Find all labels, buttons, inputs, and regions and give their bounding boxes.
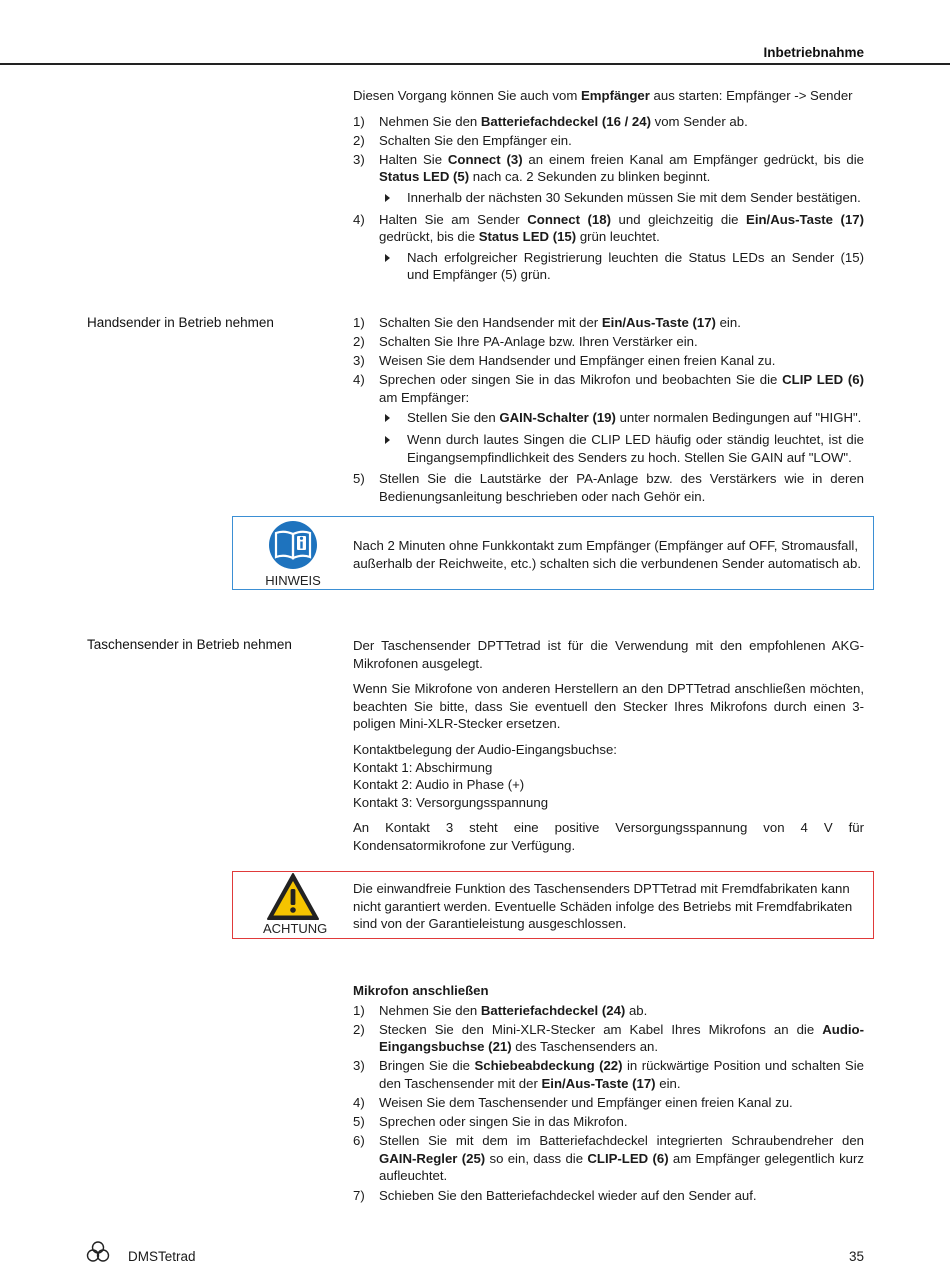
taschensender-section bbox=[353, 637, 864, 855]
list-item bbox=[353, 1021, 864, 1056]
contacts-title: Kontaktbelegung der Audio-Eingangsbuchse: bbox=[353, 741, 617, 757]
intro-section bbox=[353, 87, 864, 288]
step-number: 3) bbox=[353, 151, 365, 167]
contact-item: Kontakt 1: Abschirmung bbox=[353, 759, 493, 775]
sub-item bbox=[379, 409, 864, 427]
step-number: 1) bbox=[353, 113, 365, 129]
sub-item bbox=[379, 189, 864, 207]
list-item bbox=[353, 1094, 864, 1112]
sub-item-text: Nach erfolgreicher Registrierung leuchten die Status LEDs an Sender (15) und Empfänger (5) grün. bbox=[407, 249, 864, 283]
step-text: Schalten Sie Ihre PA-Anlage bzw. Ihren Verstärker ein. bbox=[379, 334, 698, 350]
step-number: 4) bbox=[353, 372, 365, 388]
step-text: Schalten Sie den Empfänger ein. bbox=[379, 132, 572, 148]
intro-steps bbox=[353, 113, 864, 284]
hinweis-icon-group bbox=[263, 517, 323, 590]
list-item bbox=[353, 333, 864, 351]
hinweis-label: HINWEIS bbox=[265, 573, 321, 588]
list-item bbox=[353, 314, 864, 332]
list-item bbox=[353, 1113, 864, 1131]
list-item bbox=[353, 151, 864, 207]
arrow-bullet-icon bbox=[385, 194, 390, 202]
list-item bbox=[353, 1002, 864, 1020]
sub-item-text: Innerhalb der nächsten 30 Sekunden müssen Sie mit dem Sender bestätigen. bbox=[407, 189, 861, 205]
step-text: Stecken Sie den Mini-XLR-Stecker am Kabel Ihres Mikrofons an die Audio-Eingangsbuchse (21) des Taschensenders an. bbox=[379, 1021, 864, 1055]
step-number: 7) bbox=[353, 1187, 365, 1203]
mikrofon-steps bbox=[353, 1002, 864, 1205]
step-number: 2) bbox=[353, 1021, 365, 1037]
list-item bbox=[353, 132, 864, 150]
contact-item: Kontakt 2: Audio in Phase (+) bbox=[353, 777, 525, 793]
hinweis-text: Nach 2 Minuten ohne Funkkontakt zum Empfänger (Empfänger auf OFF, Stromausfall, außerhalb der Reichweite, etc.) schalten sich die verbundenen Sender automatisch ab. bbox=[353, 538, 862, 571]
page-number: 35 bbox=[848, 1249, 864, 1264]
step-text: Halten Sie Connect (3) an einem freien Kanal am Empfänger gedrückt, bis die Status LED (5) nach ca. 2 Sekunden zu blinken beginnt. bbox=[379, 151, 865, 185]
sub-item-text: Wenn durch lautes Singen die CLIP LED häufig oder ständig leuchtet, ist die Eingangsempfindlichkeit des Senders zu hoch. Stellen Sie GAIN auf "LOW". bbox=[407, 432, 864, 465]
arrow-bullet-icon bbox=[385, 414, 390, 422]
handsender-section bbox=[353, 314, 864, 507]
list-item bbox=[353, 470, 864, 505]
achtung-text: Die einwandfreie Funktion des Taschensenders DPTTetrad mit Fremdfabrikaten kann nicht garantiert werden. Eventuelle Schäden infolge des Betriebs mit Fremdfabrikaten sind von der Garantieleistung ausgeschlossen. bbox=[353, 881, 853, 932]
list-item bbox=[353, 1187, 864, 1205]
intro-lead: Diesen Vorgang können Sie auch vom Empfänger aus starten: Empfänger -> Sender bbox=[353, 88, 853, 103]
warning-triangle-icon bbox=[266, 872, 320, 922]
step-text: Halten Sie am Sender Connect (18) und gleichzeitig die Ein/Aus-Taste (17) gedrückt, bis die Status LED (15) grün leuchtet. bbox=[379, 211, 865, 245]
step-number: 4) bbox=[353, 211, 365, 227]
footer-product-name: DMSTetrad bbox=[128, 1249, 196, 1264]
info-manual-icon bbox=[266, 518, 320, 572]
taschensender-paragraph-1: Der Taschensender DPTTetrad ist für die Verwendung mit den empfohlenen AKG-Mikrofonen ausgelegt. bbox=[353, 638, 864, 671]
step-number: 3) bbox=[353, 1058, 365, 1074]
list-item bbox=[353, 211, 864, 284]
step-number: 2) bbox=[353, 132, 365, 148]
step-text: Sprechen oder singen Sie in das Mikrofon und beobachten Sie die CLIP LED (6) am Empfänger: bbox=[379, 372, 864, 405]
step-text: Sprechen oder singen Sie in das Mikrofon. bbox=[379, 1114, 628, 1130]
page-header-title: Inbetriebnahme bbox=[763, 45, 864, 60]
mikrofon-section bbox=[353, 982, 864, 1206]
step-text: Weisen Sie dem Taschensender und Empfänger einen freien Kanal zu. bbox=[379, 1095, 793, 1111]
step-text: Weisen Sie dem Handsender und Empfänger einen freien Kanal zu. bbox=[379, 353, 776, 369]
list-item bbox=[353, 1057, 864, 1092]
achtung-notice bbox=[232, 871, 874, 939]
akg-logo-icon bbox=[86, 1240, 110, 1264]
achtung-label: ACHTUNG bbox=[263, 921, 328, 936]
taschensender-paragraph-2: Wenn Sie Mikrofone von anderen Herstellern an den DPTTetrad anschließen möchten, beachten Sie bitte, dass Sie eventuell den Stecker Ihres Mikrofons durch einen 3-poligen Mini-XLR-Stecker ersetzen. bbox=[353, 681, 864, 732]
handsender-steps bbox=[353, 314, 864, 505]
step-number: 5) bbox=[353, 471, 365, 487]
sub-item-text: Stellen Sie den GAIN-Schalter (19) unter normalen Bedingungen auf "HIGH". bbox=[407, 410, 862, 426]
step-number: 3) bbox=[353, 353, 365, 369]
arrow-bullet-icon bbox=[385, 436, 390, 444]
step-text: Schieben Sie den Batteriefachdeckel wieder auf den Sender auf. bbox=[379, 1187, 757, 1203]
contact-item: Kontakt 3: Versorgungsspannung bbox=[353, 794, 549, 810]
mikrofon-title: Mikrofon anschließen bbox=[353, 983, 489, 998]
header-divider bbox=[0, 63, 950, 65]
step-number: 1) bbox=[353, 1002, 365, 1018]
list-item bbox=[353, 352, 864, 370]
step-number: 5) bbox=[353, 1114, 365, 1130]
hinweis-notice bbox=[232, 516, 874, 590]
section-label-taschensender: Taschensender in Betrieb nehmen bbox=[87, 637, 292, 652]
step-text: Nehmen Sie den Batteriefachdeckel (24) ab. bbox=[379, 1002, 648, 1018]
taschensender-paragraph-3: An Kontakt 3 steht eine positive Versorgungsspannung von 4 V für Kondensatormikrofone zur Verfügung. bbox=[353, 820, 864, 853]
step-number: 1) bbox=[353, 315, 365, 330]
section-label-handsender: Handsender in Betrieb nehmen bbox=[87, 315, 274, 330]
step-number: 2) bbox=[353, 334, 365, 350]
arrow-bullet-icon bbox=[385, 254, 390, 262]
sub-item bbox=[379, 249, 864, 284]
list-item bbox=[353, 1132, 864, 1185]
step-text: Stellen Sie die Lautstärke der PA-Anlage bzw. des Verstärkers wie in deren Bedienungsanleitung beschrieben oder nach Gehör ein. bbox=[379, 471, 864, 504]
list-item bbox=[353, 113, 864, 131]
sub-item bbox=[379, 431, 864, 466]
step-text: Stellen Sie mit dem im Batteriefachdeckel integrierten Schraubendreher den GAIN-Regler (25) so ein, dass die CLIP-LED (6) am Empfänger gelegentlich kurz aufleuchtet. bbox=[379, 1133, 864, 1184]
step-number: 6) bbox=[353, 1133, 365, 1149]
step-number: 4) bbox=[353, 1095, 365, 1111]
step-text: Nehmen Sie den Batteriefachdeckel (16 / 24) vom Sender ab. bbox=[379, 113, 748, 129]
list-item bbox=[353, 371, 864, 466]
step-text: Schalten Sie den Handsender mit der Ein/Aus-Taste (17) ein. bbox=[379, 315, 741, 330]
achtung-icon-group bbox=[263, 872, 328, 938]
step-text: Bringen Sie die Schiebeabdeckung (22) in rückwärtige Position und schalten Sie den Taschensender mit der Ein/Aus-Taste (17) ein. bbox=[379, 1058, 864, 1091]
